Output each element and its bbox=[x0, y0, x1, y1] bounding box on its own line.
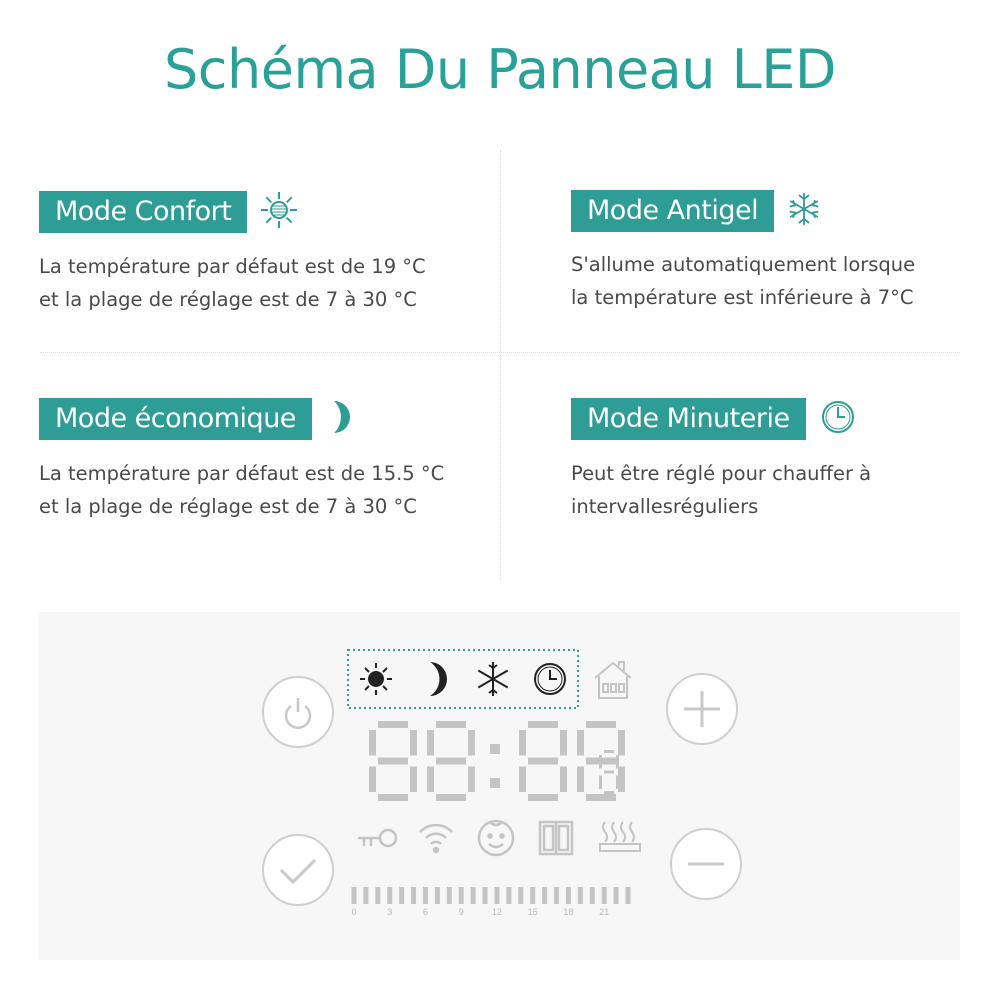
colon-dot bbox=[490, 744, 500, 754]
clock-icon bbox=[818, 397, 858, 441]
panel-clock-icon bbox=[535, 664, 565, 694]
mode-economique-label: Mode économique bbox=[39, 398, 312, 440]
mode-economique bbox=[39, 397, 444, 523]
snowflake-icon bbox=[786, 191, 822, 231]
key-icon bbox=[358, 830, 396, 846]
sun-icon bbox=[259, 190, 299, 234]
mode-antigel-label: Mode Antigel bbox=[571, 190, 774, 232]
program-bar bbox=[423, 887, 428, 904]
face-icon bbox=[479, 821, 513, 855]
window-icon bbox=[540, 822, 572, 854]
program-bar bbox=[566, 887, 571, 904]
scale-label: 9 bbox=[458, 907, 464, 917]
panel-snowflake-icon bbox=[478, 662, 507, 696]
program-bar bbox=[447, 887, 452, 904]
plus-button[interactable] bbox=[667, 674, 737, 744]
mode-antigel-line-2: la température est inférieure à 7°C bbox=[571, 286, 914, 309]
scale-label: 0 bbox=[351, 907, 357, 917]
program-bar bbox=[411, 887, 416, 904]
program-bar bbox=[435, 887, 440, 904]
mode-minuterie-line-1: Peut être réglé pour chauffer à bbox=[571, 462, 872, 485]
mode-economique-line-1: La température par défaut est de 15.5 °C bbox=[39, 462, 445, 485]
program-bar bbox=[626, 887, 631, 904]
program-bar bbox=[494, 887, 499, 904]
mode-antigel-line-1: S'allume automatiquement lorsque bbox=[571, 253, 916, 276]
scale-label: 21 bbox=[599, 907, 610, 917]
colon-dot bbox=[490, 778, 500, 788]
program-bar bbox=[614, 887, 619, 904]
panel-moon-icon bbox=[430, 662, 447, 696]
digit-2-8 bbox=[427, 721, 475, 801]
program-bar bbox=[471, 887, 476, 904]
program-bar bbox=[542, 887, 547, 904]
check-button[interactable] bbox=[263, 835, 333, 905]
mode-confort-line-2: et la plage de réglage est de 7 à 30 °C bbox=[39, 288, 417, 311]
program-bar bbox=[518, 887, 523, 904]
mode-confort bbox=[39, 190, 426, 316]
scale-labels bbox=[351, 907, 609, 917]
scale-label: 18 bbox=[563, 907, 574, 917]
scale-label: 6 bbox=[422, 907, 428, 917]
moon-icon bbox=[324, 397, 358, 441]
mode-minuterie bbox=[571, 397, 871, 523]
program-bar bbox=[387, 887, 392, 904]
page-title: Schéma Du Panneau LED bbox=[164, 38, 836, 101]
led-panel bbox=[38, 612, 960, 960]
digit-3-8 bbox=[519, 721, 567, 801]
scale-label: 3 bbox=[387, 907, 393, 917]
panel-sun-icon bbox=[360, 663, 392, 695]
house-icon bbox=[595, 662, 631, 698]
digit-1-8 bbox=[369, 721, 417, 801]
mode-confort-label: Mode Confort bbox=[39, 191, 247, 233]
power-button[interactable] bbox=[263, 677, 333, 747]
vertical-divider bbox=[500, 150, 501, 580]
program-bar bbox=[352, 887, 357, 904]
program-bar bbox=[459, 887, 464, 904]
program-bar bbox=[578, 887, 583, 904]
wifi-icon bbox=[420, 825, 452, 852]
program-bar bbox=[530, 887, 535, 904]
mode-confort-line-1: La température par défaut est de 19 °C bbox=[39, 255, 426, 278]
program-bar bbox=[506, 887, 511, 904]
scale-label: 12 bbox=[491, 907, 502, 917]
program-bar bbox=[590, 887, 595, 904]
scale-label: 15 bbox=[527, 907, 538, 917]
program-bar bbox=[483, 887, 488, 904]
horizontal-divider bbox=[40, 352, 960, 353]
mode-antigel bbox=[571, 190, 915, 314]
program-bar bbox=[602, 887, 607, 904]
program-bar bbox=[554, 887, 559, 904]
time-display bbox=[369, 721, 625, 801]
small-digit-8 bbox=[599, 750, 619, 794]
program-bar bbox=[375, 887, 380, 904]
mode-minuterie-label: Mode Minuterie bbox=[571, 398, 806, 440]
heating-icon bbox=[600, 822, 640, 851]
mode-economique-line-2: et la plage de réglage est de 7 à 30 °C bbox=[39, 495, 417, 518]
program-bar bbox=[399, 887, 404, 904]
mode-minuterie-line-2: intervallesréguliers bbox=[571, 495, 759, 518]
program-bar-scale bbox=[352, 887, 631, 904]
minus-button[interactable] bbox=[671, 829, 741, 899]
program-bar bbox=[363, 887, 368, 904]
